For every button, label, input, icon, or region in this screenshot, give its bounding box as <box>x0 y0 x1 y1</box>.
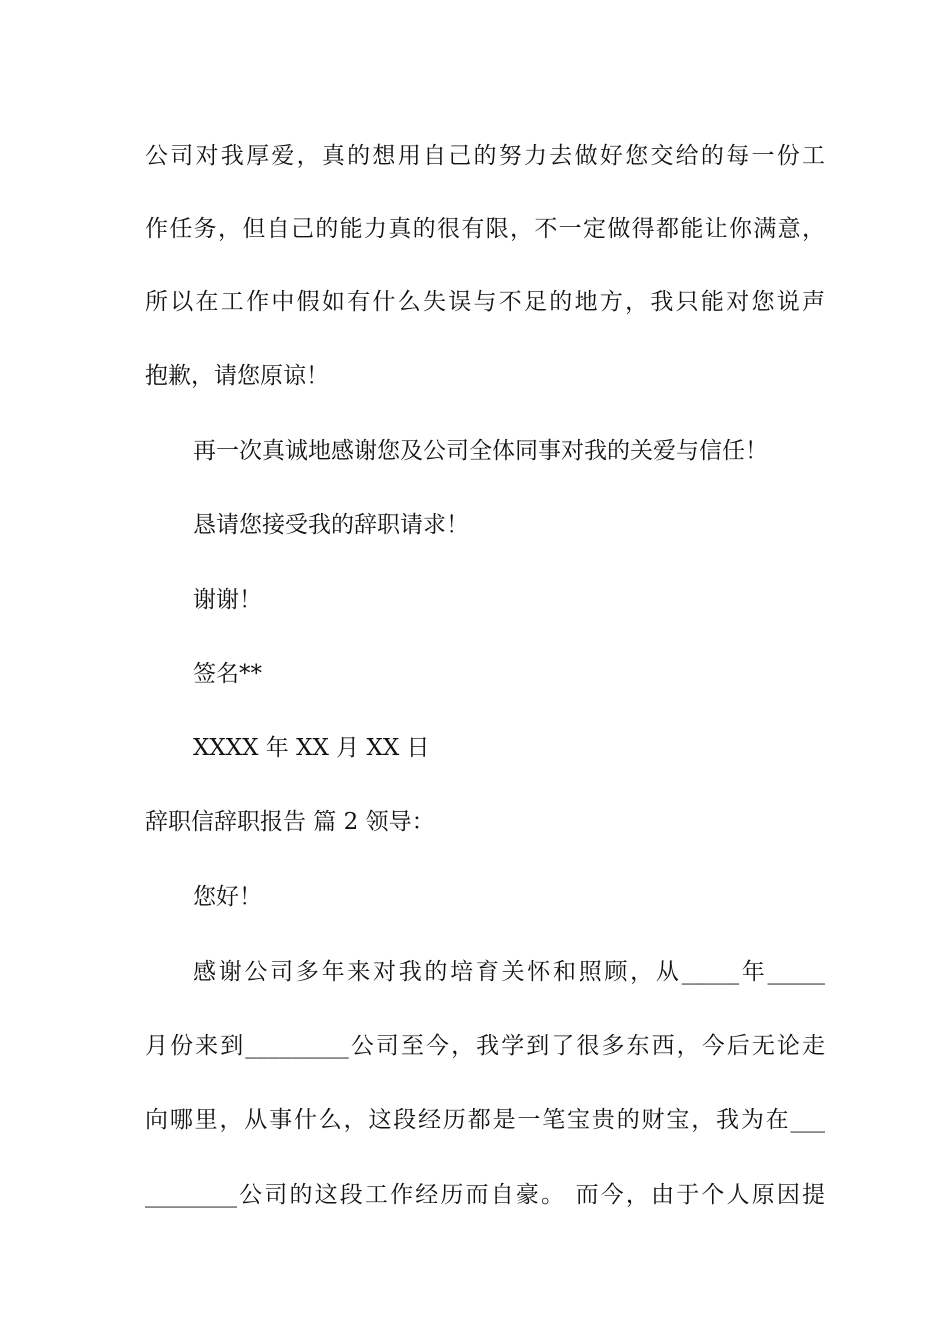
paragraph-line: 向哪里，从事什么，这段经历都是一笔宝贵的财宝，我为在___ <box>145 1107 825 1133</box>
section-heading: 辞职信辞职报告 篇 2 领导： <box>145 809 435 835</box>
paragraph-line: 公司对我厚爱，真的想用自己的努力去做好您交给的每一份工 <box>145 143 825 169</box>
paragraph-line: ________公司的这段工作经历而自豪。 而今，由于个人原因提 <box>145 1182 825 1208</box>
request-line: 恳请您接受我的辞职请求！ <box>193 512 469 538</box>
date-line: XXXX 年 XX 月 XX 日 <box>193 735 430 761</box>
paragraph-line: 月份来到_________公司至今，我学到了很多东西，今后无论走 <box>145 1033 825 1059</box>
thanks-line: 再一次真诚地感谢您及公司全体同事对我的关爱与信任！ <box>193 438 768 464</box>
thank-you-line: 谢谢！ <box>193 587 262 613</box>
paragraph-line: 感谢公司多年来对我的培育关怀和照顾，从_____年_____ <box>193 959 825 985</box>
greeting-line: 您好！ <box>193 884 262 910</box>
paragraph-line: 作任务，但自己的能力真的很有限，不一定做得都能让你满意， <box>145 216 825 242</box>
paragraph-line: 抱歉，请您原谅！ <box>145 363 329 389</box>
paragraph-line: 所以在工作中假如有什么失误与不足的地方，我只能对您说声 <box>145 289 825 315</box>
signature-line: 签名** <box>193 661 262 687</box>
